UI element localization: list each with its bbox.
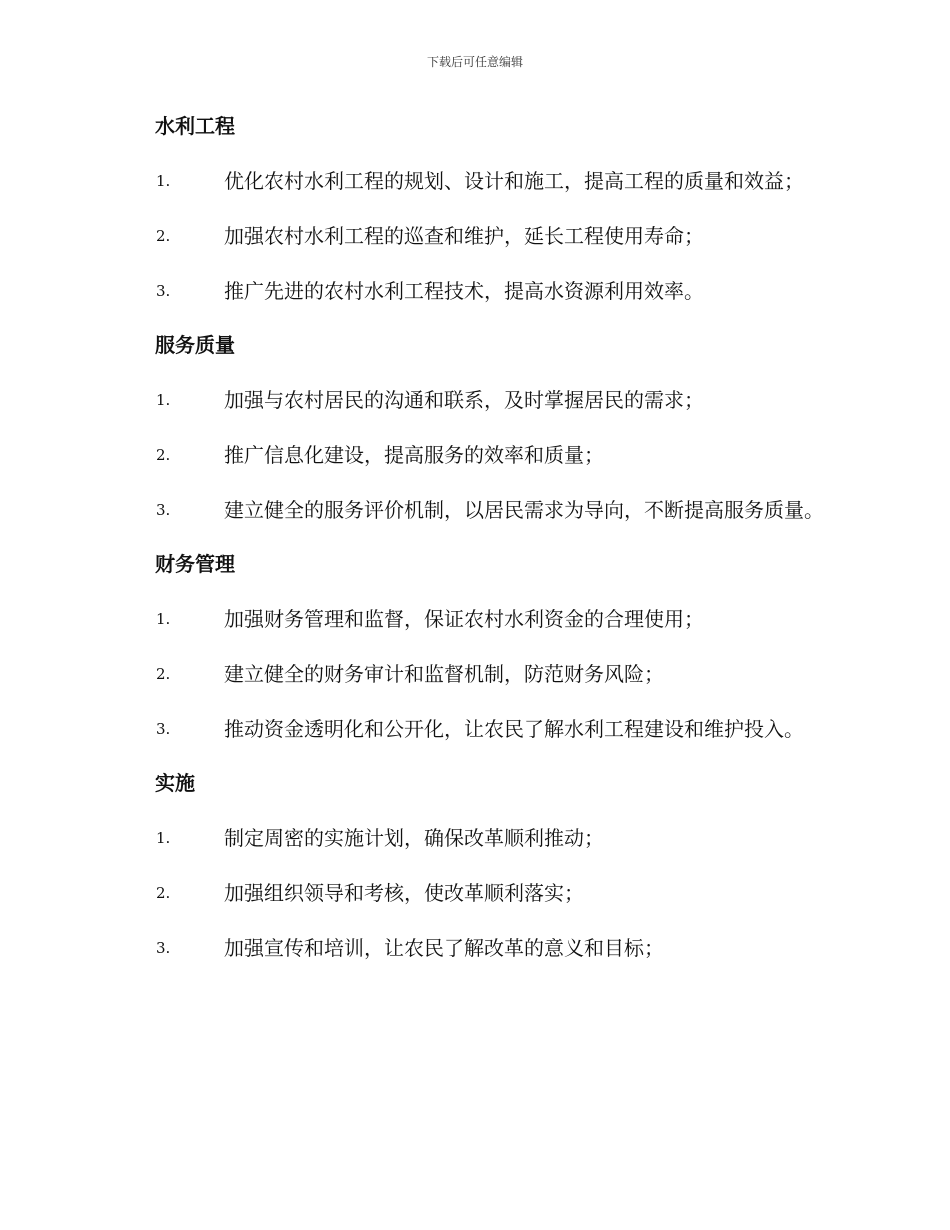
item-number: 1. xyxy=(156,610,171,628)
section-heading-implementation: 实施 xyxy=(155,771,195,795)
document-body xyxy=(112,106,842,982)
section-heading-financial-management: 财务管理 xyxy=(155,552,235,576)
item-text: 加强农村水利工程的巡查和维护，延长工程使用寿命； xyxy=(224,224,704,248)
item-number: 1. xyxy=(156,829,171,847)
list-item xyxy=(112,653,842,695)
list-item xyxy=(112,817,842,859)
page-header: 下载后可任意编辑 xyxy=(426,55,523,69)
item-text: 加强宣传和培训，让农民了解改革的意义和目标； xyxy=(224,936,664,960)
list-item xyxy=(112,927,842,969)
item-text: 建立健全的财务审计和监督机制，防范财务风险； xyxy=(224,662,664,686)
item-number: 1. xyxy=(156,391,171,409)
list-item xyxy=(112,708,842,750)
list-item xyxy=(112,215,842,257)
item-number: 2. xyxy=(156,665,171,683)
list-item xyxy=(112,598,842,640)
item-text: 建立健全的服务评价机制，以居民需求为导向，不断提高服务质量。 xyxy=(224,498,824,522)
item-number: 3. xyxy=(156,720,171,738)
section-heading-water-works: 水利工程 xyxy=(155,114,235,138)
item-text: 加强与农村居民的沟通和联系，及时掌握居民的需求； xyxy=(224,388,704,412)
item-text: 加强财务管理和监督，保证农村水利资金的合理使用； xyxy=(224,607,704,631)
item-text: 优化农村水利工程的规划、设计和施工，提高工程的质量和效益； xyxy=(224,169,804,193)
list-item xyxy=(112,872,842,914)
item-number: 3. xyxy=(156,501,171,519)
item-number: 3. xyxy=(156,282,171,300)
item-number: 2. xyxy=(156,884,171,902)
item-text: 推动资金透明化和公开化，让农民了解水利工程建设和维护投入。 xyxy=(224,717,804,741)
item-text: 推广信息化建设，提高服务的效率和质量； xyxy=(224,443,604,467)
section-heading-service-quality: 服务质量 xyxy=(155,333,235,357)
item-text: 加强组织领导和考核，使改革顺利落实； xyxy=(224,881,584,905)
list-item xyxy=(112,270,842,312)
list-item xyxy=(112,489,842,531)
item-text: 推广先进的农村水利工程技术，提高水资源利用效率。 xyxy=(224,279,704,303)
item-number: 3. xyxy=(156,939,171,957)
list-item xyxy=(112,379,842,421)
item-number: 2. xyxy=(156,227,171,245)
item-text: 制定周密的实施计划，确保改革顺利推动； xyxy=(224,826,604,850)
item-number: 2. xyxy=(156,446,171,464)
item-number: 1. xyxy=(156,172,171,190)
list-item xyxy=(112,160,842,202)
list-item xyxy=(112,434,842,476)
